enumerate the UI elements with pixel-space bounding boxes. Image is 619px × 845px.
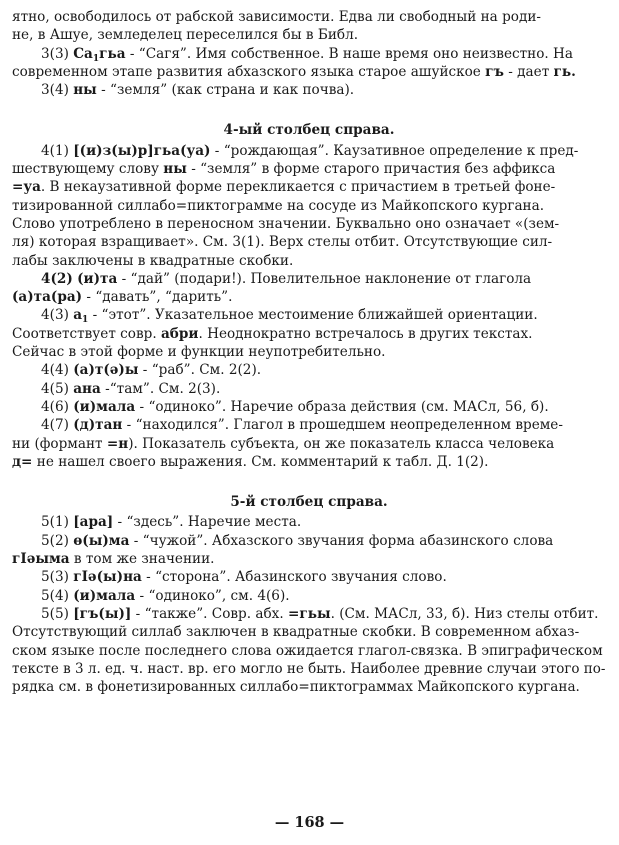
entry-number: 3(4) bbox=[41, 82, 69, 99]
text-line: тизированной силлабо=пиктограмме на сосуде из Майкопского кургана. bbox=[12, 197, 545, 214]
entry-5-5: 5(5) [гъ(ы)] - “также”. Совр. абх. =гьы. (См. МАСл, 33, б). Низ стелы отбит. bbox=[41, 605, 599, 622]
entry-number: 4(4) bbox=[41, 362, 69, 379]
entry-gloss: - “раб”. См. 2(2). bbox=[138, 362, 262, 379]
entry-number: 5(2) bbox=[41, 532, 69, 549]
entry-4-4 bbox=[12, 361, 606, 379]
entry-term: ны bbox=[73, 82, 97, 99]
entry-gloss: - “также”. Совр. абх. bbox=[131, 605, 288, 622]
entry-term: ана bbox=[73, 380, 101, 397]
entry-term: [ара] bbox=[73, 514, 114, 531]
entry-gloss: - “одиноко”, см. 4(6). bbox=[135, 587, 290, 604]
entry-gloss: - “здесь”. Наречие места. bbox=[113, 514, 302, 531]
entry-gloss: - “дай” (подари!). Повелительное наклонение от глагола bbox=[117, 270, 532, 287]
entry-term: гІә(ы)на bbox=[73, 569, 142, 586]
text-line: рядка см. в фонетизированных силлабо=пиктограммах Майкопского кургана. bbox=[12, 679, 580, 696]
text-line: ни (формант =н). Показатель субъекта, он же показатель класса человека bbox=[12, 435, 555, 452]
text-line: (а)та(ра) - “давать”, “дарить”. bbox=[12, 289, 233, 306]
entry-number: 4(1) bbox=[41, 142, 69, 159]
section-heading: 5-й столбец справа. bbox=[230, 494, 388, 511]
entry-term: (и)мала bbox=[73, 398, 136, 415]
text-line: ском языке после последнего слова ожидается глагол-связка. В эпиграфическом bbox=[12, 642, 603, 659]
entry-gloss: - “земля” (как страна и как почва). bbox=[96, 82, 355, 99]
entry-gloss: - “Сагя”. Имя собственное. В наше время оно неизвестно. На bbox=[125, 45, 573, 62]
entry-term: [гъ(ы)] bbox=[73, 605, 132, 622]
section-heading: 4-ый столбец справа. bbox=[223, 122, 395, 139]
entry-5-3 bbox=[12, 568, 606, 586]
entry-term: [(и)з(ы)р]гьа(уа) bbox=[73, 142, 211, 159]
entry-5-4 bbox=[12, 587, 606, 605]
entry-number: 4(7) bbox=[41, 417, 69, 434]
text-line: ля) которая взращивает». См. 3(1). Верх стелы отбит. Отсутствующие сил- bbox=[12, 234, 553, 251]
entry-term: (а)т(ә)ы bbox=[73, 362, 139, 379]
entry-number: 4(2) bbox=[41, 270, 73, 287]
entry-term: $а_1$ bbox=[73, 307, 89, 326]
text-line: современном этапе развития абхазского языка старое ашуйское гъ - дает гь. bbox=[12, 63, 576, 80]
entry-number: 5(1) bbox=[41, 514, 69, 531]
entry-number: 4(5) bbox=[41, 380, 69, 397]
page-body bbox=[12, 8, 606, 696]
entry-term: (д)тан bbox=[73, 417, 123, 434]
entry-5-1 bbox=[12, 513, 606, 531]
entry-term: $Са_1гьа$ bbox=[73, 45, 126, 64]
entry-4-7 bbox=[12, 416, 606, 434]
entry-4-6 bbox=[12, 398, 606, 416]
text-line: ятно, освободилось от рабской зависимости. Едва ли свободный на роди- bbox=[12, 9, 541, 25]
page-number: — 168 — bbox=[274, 814, 345, 831]
entry-gloss: - “сторона”. Абазинского звучания слово. bbox=[141, 569, 447, 586]
entry-gloss: - “этот”. Указательное местоимение ближайшей ориентации. bbox=[88, 307, 538, 324]
entry-number: 5(4) bbox=[41, 587, 69, 604]
text-line: шествующему слову ны - “земля” в форме старого причастия без аффикса bbox=[12, 161, 556, 178]
entry-number: 5(5) bbox=[41, 605, 69, 622]
entry-4-3 bbox=[12, 306, 606, 324]
text-line: тексте в 3 л. ед. ч. наст. вр. его могло не быть. Наиболее древние случаи этого по- bbox=[12, 660, 606, 677]
entry-gloss: - “рождающая”. Каузативное определение к пред- bbox=[210, 142, 579, 159]
text-line: =уа. В некаузативной форме перекликается с причастием в третьей фоне- bbox=[12, 179, 556, 196]
entry-gloss: -“там”. См. 2(3). bbox=[100, 380, 221, 397]
entry-5-2 bbox=[12, 532, 606, 550]
entry-4-1 bbox=[12, 142, 606, 160]
entry-4-2 bbox=[12, 270, 606, 288]
entry-gloss: - “одиноко”. Наречие образа действия (см. МАСл, 56, б). bbox=[135, 398, 549, 415]
entry-term: (и)мала bbox=[73, 587, 136, 604]
entry-3-4 bbox=[12, 81, 606, 99]
entry-number: 5(3) bbox=[41, 569, 69, 586]
text-line: Слово употреблено в переносном значении. Буквально оно означает «(зем- bbox=[12, 215, 560, 232]
text-line: Соответствует совр. абри. Неоднократно встречалось в других текстах. bbox=[12, 325, 533, 342]
entry-4-5 bbox=[12, 380, 606, 398]
text-line: гІәыма в том же значении. bbox=[12, 551, 215, 568]
text-line: д= не нашел своего выражения. См. комментарий к табл. Д. 1(2). bbox=[12, 453, 489, 470]
entry-gloss: - “находился”. Глагол в прошедшем неопределенном време- bbox=[122, 417, 563, 434]
text-line: Отсутствующий силлаб заключен в квадратные скобки. В современном абхаз- bbox=[12, 624, 580, 641]
entry-gloss: - “чужой”. Абхазского звучания форма абазинского слова bbox=[129, 532, 554, 549]
entry-3-3 bbox=[12, 45, 606, 63]
entry-number: 4(3) bbox=[41, 307, 69, 324]
text-line: лабы заключены в квадратные скобки. bbox=[12, 252, 294, 269]
text-line: не, в Ашуе, земледелец переселился бы в Библ. bbox=[12, 27, 359, 44]
entry-term: ө(ы)ма bbox=[73, 532, 130, 549]
entry-term: (и)та bbox=[77, 270, 118, 287]
text-line: Сейчас в этой форме и функции неупотребительно. bbox=[12, 344, 386, 361]
entry-number: 4(6) bbox=[41, 398, 69, 415]
entry-number: 3(3) bbox=[41, 45, 69, 62]
